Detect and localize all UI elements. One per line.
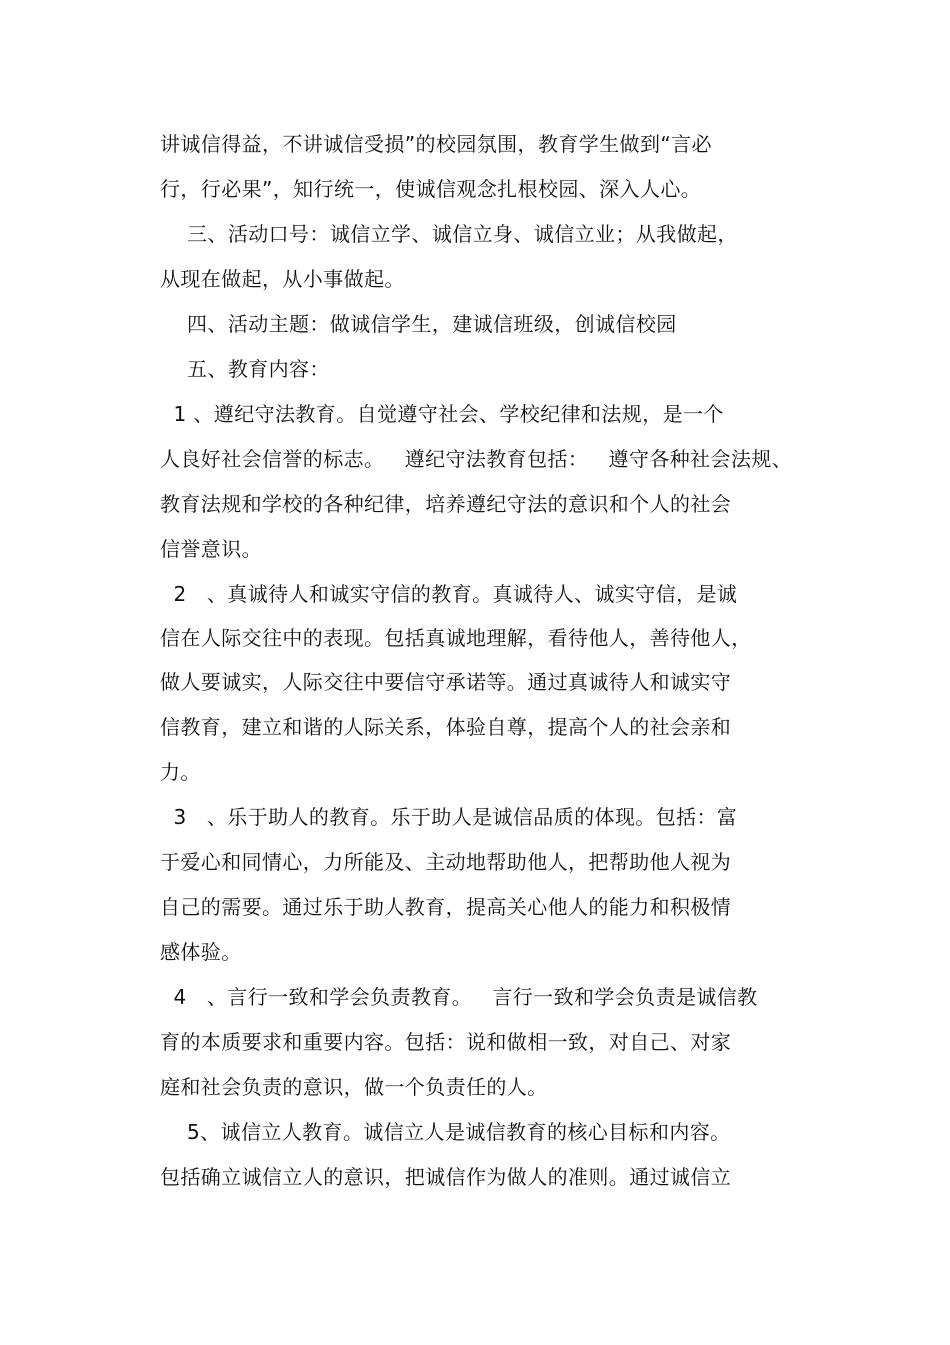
text-line: 五、教育内容： [160, 357, 330, 381]
text-line: 行，行必果”，知行统一，使诚信观念扎根校园、深入人心。 [160, 177, 702, 201]
text-line: 做人要诚实，人际交往中要信守承诺等。通过真诚待人和诚实守 [160, 670, 732, 694]
text-line: 5、诚信立人教育。诚信立人是诚信教育的核心目标和内容。 [160, 1120, 731, 1144]
text-line: 2 、真诚待人和诚实守信的教育。真诚待人、诚实守信，是诚 [160, 582, 738, 606]
text-line: 1 、遵纪守法教育。自觉遵守社会、学校纪律和法规，是一个 [160, 402, 724, 426]
text-line: 信在人际交往中的表现。包括真诚地理解，看待他人，善待他人， [160, 626, 752, 650]
text-line: 感体验。 [160, 940, 242, 964]
text-line: 自己的需要。通过乐于助人教育，提高关心他人的能力和积极情 [160, 895, 732, 919]
text-line: 信誉意识。 [160, 537, 262, 561]
text-line: 教育法规和学校的各种纪律，培养遵纪守法的意识和个人的社会 [160, 492, 732, 516]
text-line: 人良好社会信誉的标志。 遵纪守法教育包括： 遵守各种社会法规、 [160, 447, 793, 471]
text-line: 信教育，建立和谐的人际关系，体验自尊，提高个人的社会亲和 [160, 715, 732, 739]
text-line: 4 、言行一致和学会负责教育。 言行一致和学会负责是诚信教 [160, 985, 758, 1009]
text-line: 从现在做起，从小事做起。 [160, 267, 405, 291]
text-line: 于爱心和同情心，力所能及、主动地帮助他人，把帮助他人视为 [160, 850, 732, 874]
text-line: 力。 [160, 760, 201, 784]
text-line: 三、活动口号：诚信立学、诚信立身、诚信立业；从我做起， [160, 222, 738, 246]
text-line: 包括确立诚信立人的意识，把诚信作为做人的准则。通过诚信立 [160, 1165, 732, 1189]
text-line: 庭和社会负责的意识，做一个负责任的人。 [160, 1075, 548, 1099]
text-line: 四、活动主题：做诚信学生，建诚信班级，创诚信校园 [160, 312, 677, 336]
text-line: 育的本质要求和重要内容。包括：说和做相一致，对自己、对家 [160, 1030, 732, 1054]
text-line: 讲诚信得益，不讲诚信受损”的校园氛围，教育学生做到“言必 [160, 132, 712, 156]
text-line: 3 、乐于助人的教育。乐于助人是诚信品质的体现。包括：富 [160, 805, 738, 829]
